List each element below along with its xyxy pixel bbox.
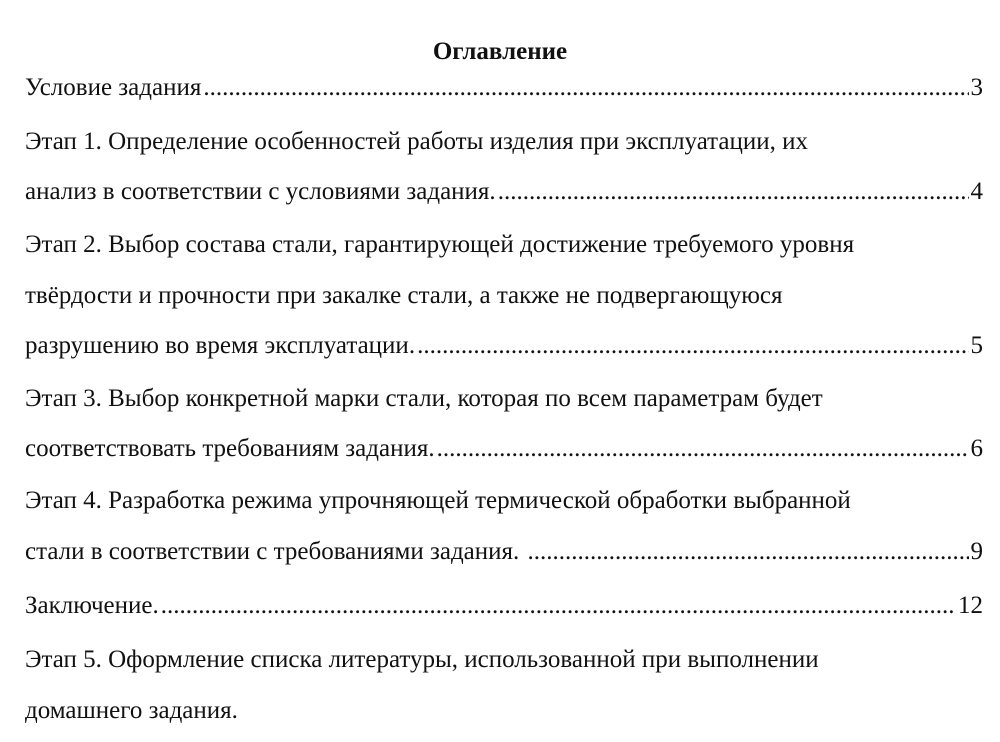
toc-entry-stage-1-line-1[interactable]: Этап 1. Определение особенностей работы изделия при эксплуатации, их <box>25 128 809 155</box>
toc-page-number: 12 <box>958 592 983 619</box>
toc-entry-stage-4[interactable] <box>25 536 983 568</box>
toc-page-number: 6 <box>970 435 983 462</box>
toc-entry-stage-5-line-1[interactable]: Этап 5. Оформление списка литературы, использованной при выполнении <box>25 646 819 673</box>
toc-entry-text: анализ в соответствии с условиями задания. <box>25 178 496 205</box>
toc-entry-text: Заключение. <box>25 592 159 619</box>
leader-dots <box>203 72 968 104</box>
toc-page-number: 9 <box>970 538 983 565</box>
toc-entry-conditions[interactable] <box>25 72 983 104</box>
toc-entry-stage-5-line-2[interactable]: домашнего задания. <box>25 697 238 724</box>
toc-entry-text: соответствовать требованиям задания. <box>25 435 435 462</box>
toc-entry-conclusion[interactable] <box>25 590 983 622</box>
toc-entry-text: Условие задания <box>25 74 202 101</box>
toc-title: Оглавление <box>432 38 568 65</box>
toc-entry-text: разрушению во время эксплуатации. <box>25 332 416 359</box>
leader-dots <box>498 176 969 208</box>
toc-entry-stage-2[interactable] <box>25 330 983 362</box>
toc-entry-stage-2-line-2[interactable]: твёрдости и прочности при закалке стали, а также не подвергающуюся <box>25 282 783 309</box>
toc-entry-stage-4-line-1[interactable]: Этап 4. Разработка режима упрочняющей термической обработки выбранной <box>25 487 851 514</box>
toc-entry-stage-3-line-1[interactable]: Этап 3. Выбор конкретной марки стали, которая по всем параметрам будет <box>25 385 823 412</box>
toc-page-number: 4 <box>970 178 983 205</box>
toc-page-number: 3 <box>970 74 983 101</box>
leader-dots <box>437 433 969 465</box>
leader-dots <box>417 330 968 362</box>
toc-entry-stage-3[interactable] <box>25 433 983 465</box>
toc-entry-text: стали в соответствии с требованиями задания. <box>25 538 526 565</box>
toc-entry-stage-1[interactable] <box>25 176 983 208</box>
leader-dots <box>161 590 956 622</box>
toc-page-number: 5 <box>970 332 983 359</box>
leader-dots <box>528 536 969 568</box>
toc-entry-stage-2-line-1[interactable]: Этап 2. Выбор состава стали, гарантирующей достижение требуемого уровня <box>25 231 855 258</box>
